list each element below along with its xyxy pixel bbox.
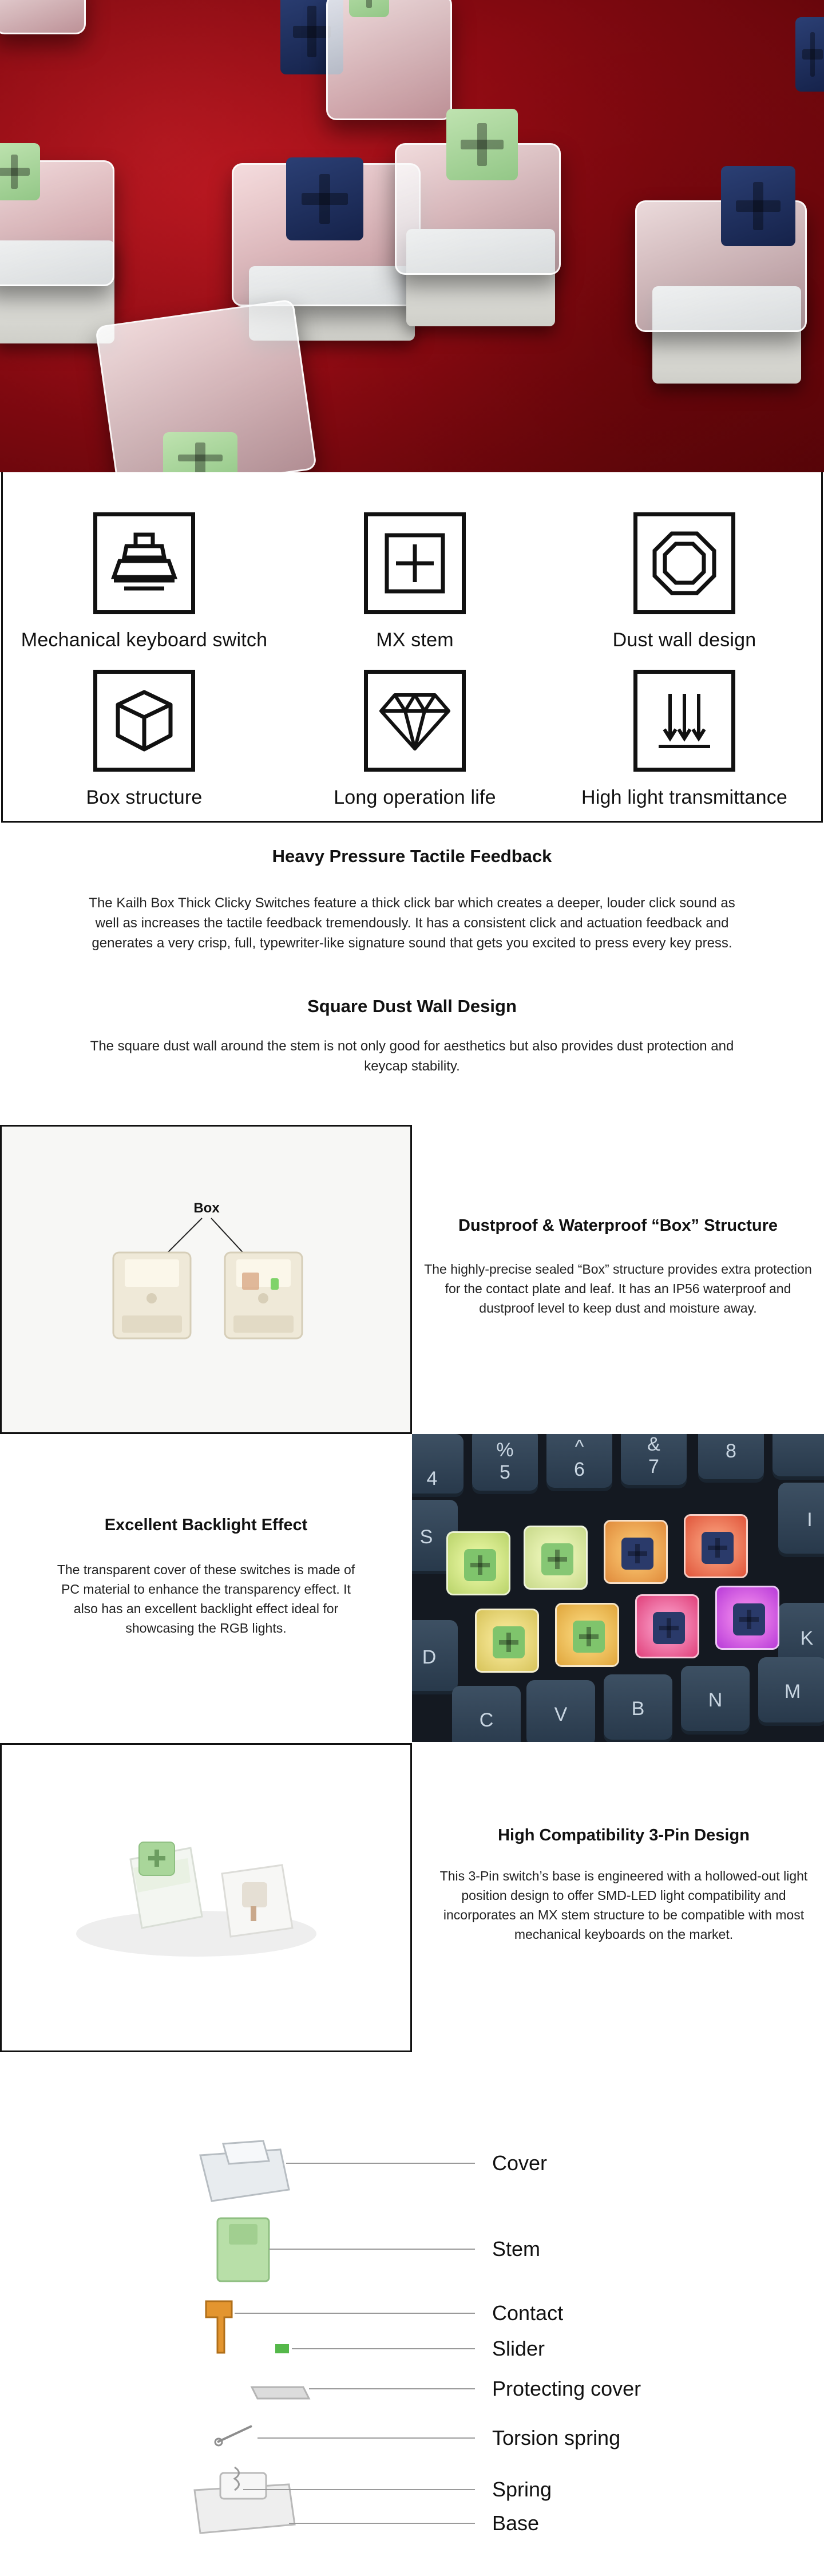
spring-line	[243, 2489, 475, 2490]
box-structure-photo	[0, 1125, 412, 1434]
cover-part	[183, 2132, 298, 2212]
feature-label: Dust wall design	[612, 629, 756, 651]
feature-label: Box structure	[86, 787, 203, 808]
part-label-stem: Stem	[492, 2237, 541, 2261]
hero-photo	[0, 0, 824, 472]
contact-part	[200, 2296, 240, 2358]
light-transmittance-icon	[633, 670, 735, 772]
box-structure-icon	[93, 670, 195, 772]
compat-text: This 3-Pin switch’s base is engineered with a hollowed-out light position design to offer SMD-LED light compatibility and incorporates an MX stem structure to be compatible with most mechanical keyboards on the market.	[439, 1868, 808, 1942]
key-8: 8	[698, 1434, 764, 1483]
part-label-protecting-cover: Protecting cover	[492, 2377, 641, 2400]
key-s: S	[412, 1500, 458, 1574]
feature-mx-stem	[289, 512, 541, 651]
lit-switch-red	[684, 1514, 748, 1578]
key-m: M	[758, 1657, 824, 1726]
base-part	[186, 2462, 300, 2547]
backlight-text: The transparent cover of these switches is made of PC material to enhance the transparency effect. It also has an excellent backlight effect ideal for showcasing the RGB lights.	[57, 1562, 355, 1635]
feature-label: High light transmittance	[581, 787, 788, 808]
switch-top-left	[0, 0, 86, 34]
feature-label: Long operation life	[334, 787, 496, 808]
feature-box-structure	[18, 670, 270, 809]
stem-part	[212, 2212, 275, 2287]
exploded-view	[0, 2061, 824, 2576]
rgb-keyboard-photo	[412, 1434, 824, 1742]
box-callout-label: Box	[193, 1200, 220, 1216]
key-4: 4	[412, 1434, 464, 1497]
diamond-icon	[364, 670, 466, 772]
dustwall-text: The square dust wall around the stem is not only good for aesthetics but also provides dust protection and keycap stability.	[90, 1038, 734, 1074]
part-label-cover: Cover	[492, 2151, 548, 2175]
dustwall-heading: Square Dust Wall Design	[307, 996, 517, 1016]
key-k: K	[778, 1603, 824, 1674]
tactile-heading: Heavy Pressure Tactile Feedback	[272, 846, 552, 866]
feature-label: MX stem	[376, 629, 454, 651]
lit-switch-orange	[604, 1520, 668, 1584]
switch-right-navy	[635, 166, 818, 395]
lit-switch-amber	[555, 1603, 619, 1667]
protecting-cover-part	[246, 2376, 315, 2410]
lit-switch-pink	[635, 1594, 699, 1658]
part-label-base: Base	[492, 2511, 540, 2535]
key-v: V	[526, 1680, 595, 1742]
feature-long-life	[289, 670, 541, 809]
feature-label: Mechanical keyboard switch	[21, 629, 268, 651]
compat-title: High Compatibility 3-Pin Design	[498, 1826, 750, 1844]
lit-switch-yellow	[475, 1609, 539, 1673]
torsion-spring-part	[212, 2420, 263, 2449]
part-label-slider: Slider	[492, 2337, 545, 2360]
key-n: N	[681, 1666, 750, 1735]
feature-dust-wall	[558, 512, 810, 651]
lit-switch-green-2	[524, 1526, 588, 1590]
feature-keyboard-switch	[18, 512, 270, 651]
backlight-title: Excellent Backlight Effect	[104, 1516, 308, 1534]
key-b: B	[604, 1674, 672, 1742]
three-pin-photo	[0, 1743, 412, 2052]
lit-switch-green-1	[446, 1531, 510, 1595]
key-6: ^ 6	[546, 1434, 612, 1491]
part-label-contact: Contact	[492, 2301, 564, 2325]
feature-light-transmittance	[558, 670, 810, 809]
keyboard-switch-icon	[93, 512, 195, 614]
switch-center-green	[395, 109, 566, 338]
switch-bottom-left	[106, 301, 312, 472]
box-structure-title: Dustproof & Waterproof “Box” Structure	[458, 1216, 778, 1235]
part-label-spring: Spring	[492, 2478, 552, 2501]
mx-stem-icon	[364, 512, 466, 614]
tactile-text: The Kailh Box Thick Clicky Switches feature a thick click bar which creates a deeper, louder click sound as well as increases the tactile feedback tremendously. It has a consistent click and actuation feedback and generates a very crisp, full, typewriter-like signature sound that gets you excited to press every key press.	[89, 895, 735, 951]
key-5: % 5	[472, 1434, 538, 1494]
dust-wall-icon	[633, 512, 735, 614]
key-7: & 7	[621, 1434, 687, 1488]
key-d: D	[412, 1620, 458, 1694]
switch-top-right	[795, 17, 824, 92]
features-grid	[1, 472, 823, 823]
part-label-torsion-spring: Torsion spring	[492, 2426, 621, 2449]
base-line	[289, 2523, 475, 2524]
slider-part	[272, 2340, 295, 2357]
key-c: C	[452, 1686, 521, 1742]
key-i: I	[778, 1483, 824, 1557]
lit-switch-magenta	[715, 1586, 779, 1650]
box-structure-text: The highly-precise sealed “Box” structure provides extra protection for the contact plate and leaf. It has an IP56 waterproof and dustproof level to keep dust and moisture away.	[424, 1262, 812, 1315]
